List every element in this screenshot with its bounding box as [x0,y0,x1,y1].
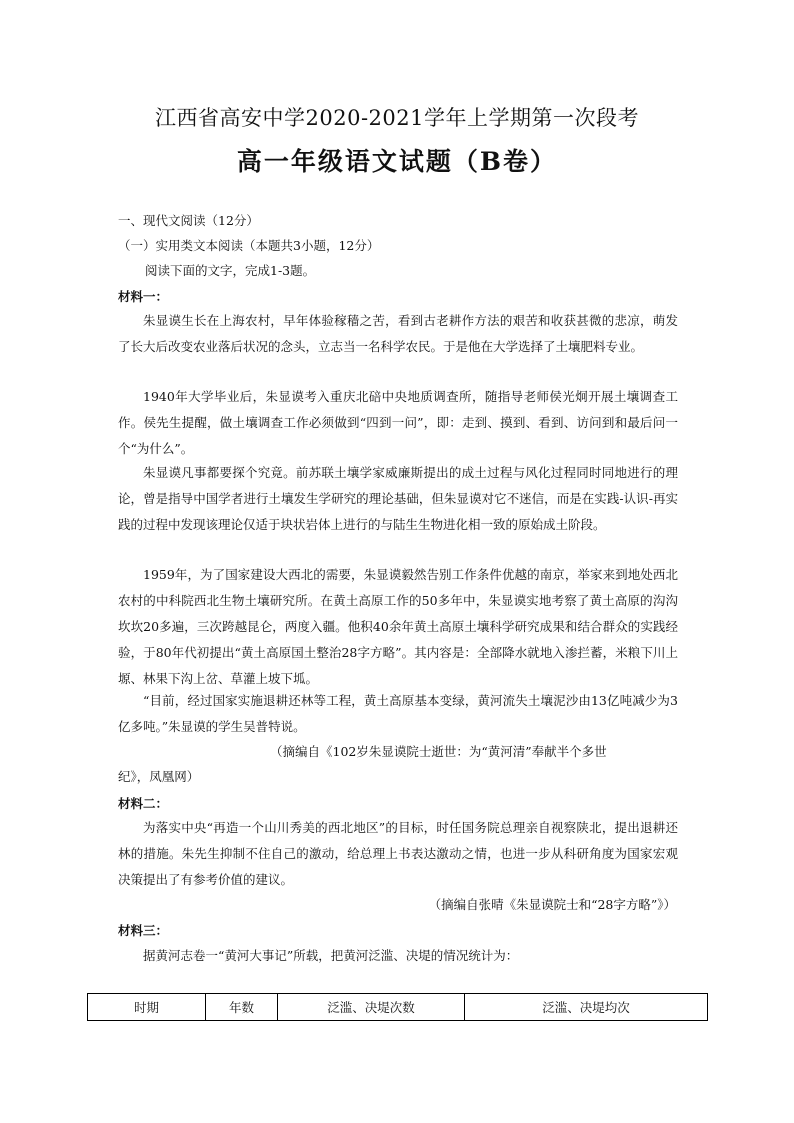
section-subheading: （一）实用类文本阅读（本题共3小题，12分） [118,238,380,253]
exam-title: 江西省高安中学2020-2021学年上学期第一次段考 [155,106,639,130]
exam-subtitle: 高一年级语文试题（B卷） [236,147,558,176]
table-header-years: 年数 [206,994,278,1021]
section-heading: 一、现代文阅读（12分） [118,213,259,228]
material-2-paragraph: 为落实中央“再造一个山川秀美的西北地区”的目标，时任国务院总理亲自视察陕北，提出退耕还林的措施。朱先生抑制不住自己的激动，给总理上书表达激动之情，也进一步从科研角度为国家宏观决策提出了有参考价值的建议。 [118,820,678,887]
material-1-source-line-2: 纪》，凤凰网） [118,769,200,784]
table-header-period: 时期 [88,994,206,1021]
material-2-source: （摘编自张晴《朱显谟院士和“28字方略”》） [428,897,676,912]
flood-statistics-table [87,993,708,1021]
table-header-row [88,994,708,1021]
material-3-label: 材料三： [118,923,169,938]
material-1-paragraph-2: 1940年大学毕业后，朱显谟考入重庆北碚中央地质调查所，随指导老师侯光炯开展土壤调查工作。侯先生提醒，做土壤调查工作必须做到“四到一问”，即：走到、摸到、看到、访问到和最后问一个“为什么”。 [118,389,678,456]
material-2-label: 材料二： [118,796,169,811]
reading-instruction: 阅读下面的文字，完成1-3题。 [145,263,316,278]
material-1-paragraph-4: 1959年，为了国家建设大西北的需要，朱显谟毅然告别工作条件优越的南京，举家来到地处西北农村的中科院西北生物土壤研究所。在黄土高原工作的50多年中，朱显谟实地考察了黄土高原的沟沟坎坎20多遍，三次跨越昆仑，两度入疆。他积40余年黄土高原土壤科学研究成果和结合群众的实践经验，于80年代初提出“黄土高原国土整治28字方略”。其内容是：全部降水就地入渗拦蓄，米粮下川上塬、林果下沟上岔、草灌上坡下坬。 [118,567,678,686]
table-header-flood-average: 泛滥、决堤均次 [465,994,708,1021]
table-header-flood-count: 泛滥、决堤次数 [278,994,465,1021]
material-1-paragraph-3: 朱显谟凡事都要探个究竟。前苏联土壤学家威廉斯提出的成土过程与风化过程同时同地进行的理论，曾是指导中国学者进行土壤发生学研究的理论基础，但朱显谟对它不迷信，而是在实践-认识-再实践的过程中发现该理论仅适于块状岩体上进行的与陆生生物进化相一致的原始成土阶段。 [118,465,678,532]
material-1-source-line-1: （摘编自《102岁朱显谟院士逝世：为“黄河清”奉献半个多世 [270,744,607,759]
material-1-label: 材料一： [118,289,169,304]
material-1-paragraph-1: 朱显谟生长在上海农村，早年体验稼穑之苦，看到古老耕作方法的艰苦和收获甚微的悲凉，萌发了长大后改变农业落后状况的念头，立志当一名科学农民。于是他在大学选择了土壤肥料专业。 [118,313,678,354]
material-3-paragraph: 据黄河志卷一“黄河大事记”所载，把黄河泛滥、决堤的情况统计为： [143,948,519,963]
material-1-paragraph-5: “目前，经过国家实施退耕还林等工程，黄土高原基本变绿，黄河流失土壤泥沙由13亿吨减少为3亿多吨。”朱显谟的学生吴普特说。 [118,693,678,734]
